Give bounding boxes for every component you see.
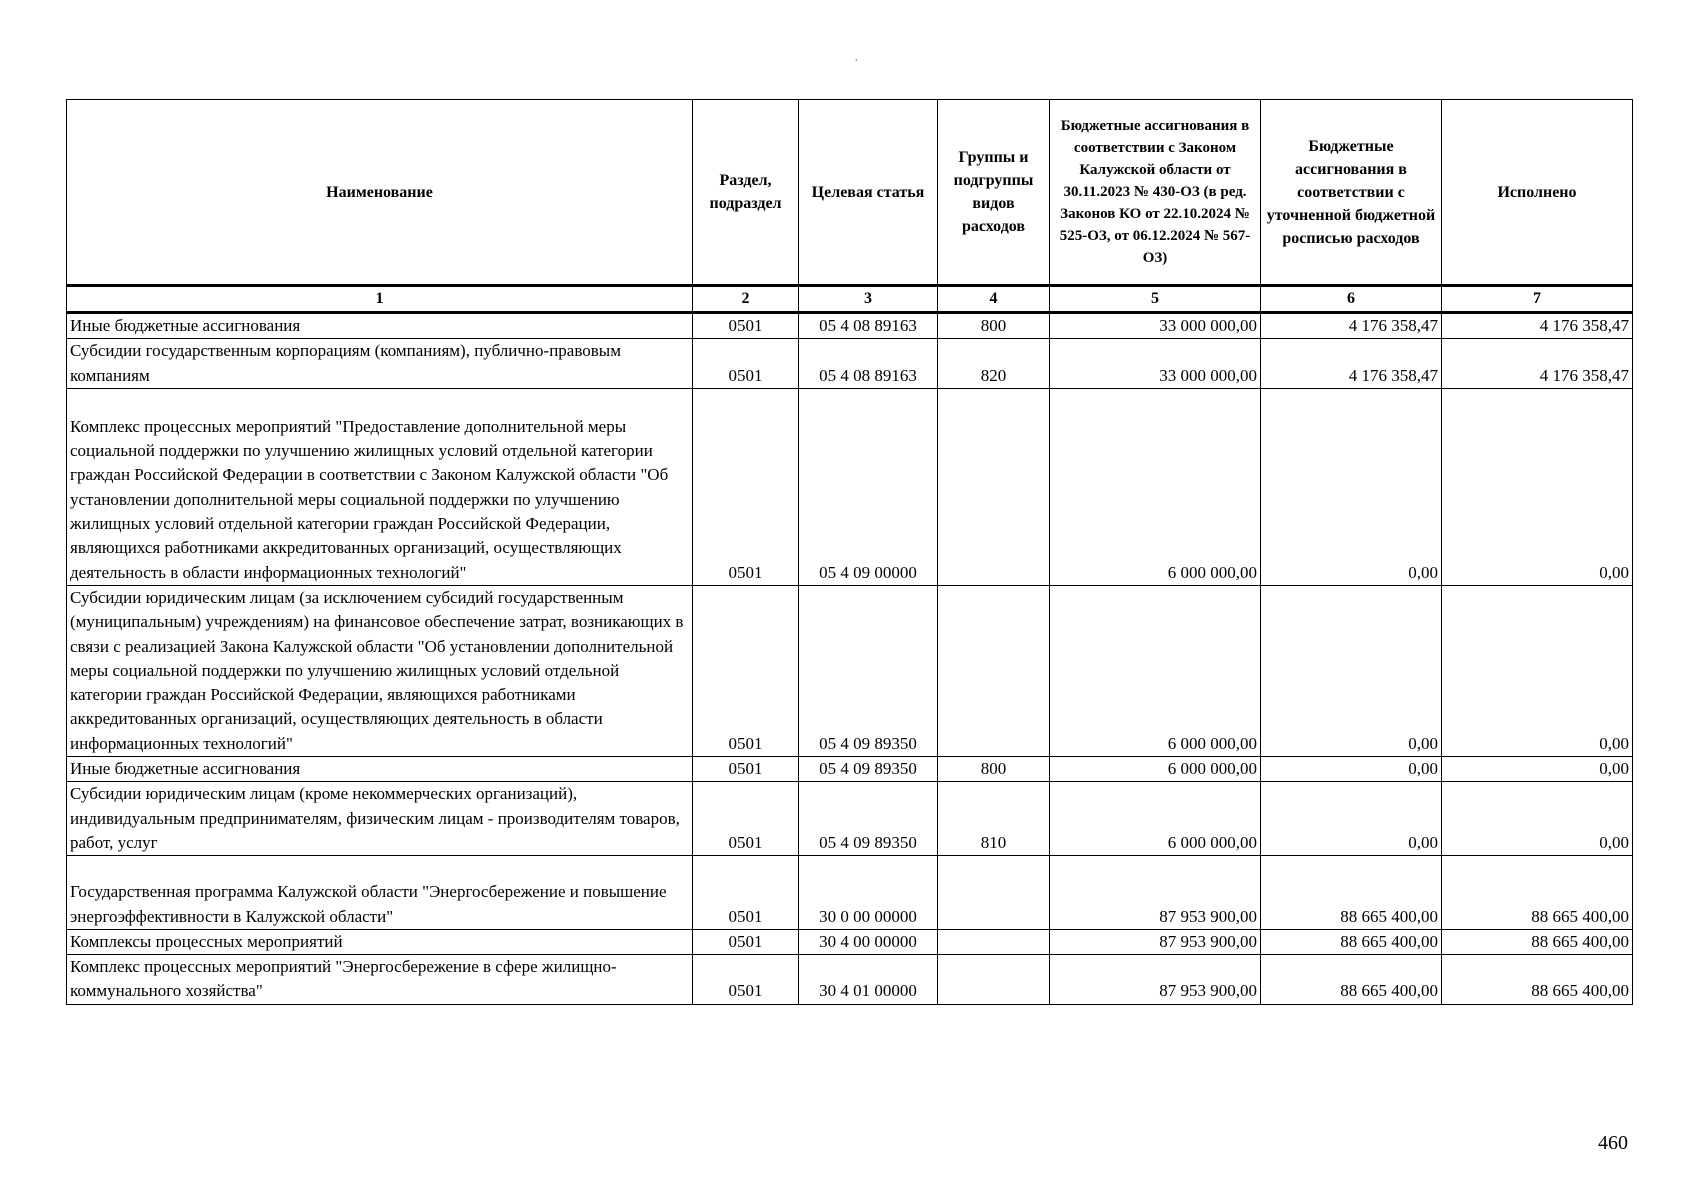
column-number: 7 [1442,286,1633,313]
row-law-amount: 6 000 000,00 [1050,782,1261,856]
row-executed-amount: 4 176 358,47 [1442,339,1633,389]
row-roster-amount: 0,00 [1261,757,1442,782]
row-executed-amount: 0,00 [1442,585,1633,756]
table-row [67,388,1633,585]
row-law-amount: 6 000 000,00 [1050,388,1261,585]
row-group [938,585,1050,756]
row-law-amount: 87 953 900,00 [1050,929,1261,954]
row-target: 05 4 09 89350 [799,782,938,856]
row-name: Комплекс процессных мероприятий "Энергосбережение в сфере жилищно-коммунального хозяйства" [67,955,693,1005]
row-roster-amount: 88 665 400,00 [1261,929,1442,954]
header-groups: Группы и подгруппы видов расходов [938,100,1050,286]
row-roster-amount: 88 665 400,00 [1261,955,1442,1005]
row-group: 800 [938,757,1050,782]
row-group [938,955,1050,1005]
column-number: 1 [67,286,693,313]
row-section: 0501 [693,388,799,585]
row-roster-amount: 0,00 [1261,782,1442,856]
row-executed-amount: 4 176 358,47 [1442,313,1633,339]
header-roster-appropriations: Бюджетные ассигнования в соответствии с уточненной бюджетной росписью расходов [1261,100,1442,286]
row-roster-amount: 4 176 358,47 [1261,339,1442,389]
header-executed: Исполнено [1442,100,1633,286]
row-name: Государственная программа Калужской области "Энергосбережение и повышение энергоэффективности в Калужской области" [67,856,693,930]
row-law-amount: 87 953 900,00 [1050,856,1261,930]
row-section: 0501 [693,856,799,930]
page-number: 460 [1598,1132,1628,1154]
column-number: 5 [1050,286,1261,313]
table-row [67,782,1633,856]
column-number-row [67,286,1633,313]
column-number: 6 [1261,286,1442,313]
header-section: Раздел, подраздел [693,100,799,286]
header-law-appropriations: Бюджетные ассигнования в соответствии с Законом Калужской области от 30.11.2023 № 430-ОЗ (в ред. Законов КО от 22.10.2024 № 525-ОЗ, от 06.12.2024 № 567-ОЗ) [1050,100,1261,286]
header-name: Наименование [67,100,693,286]
row-name: Субсидии государственным корпорациям (компаниям), публично-правовым компаниям [67,339,693,389]
row-name: Субсидии юридическим лицам (за исключением субсидий государственным (муниципальным) учреждениям) на финансовое обеспечение затрат, возникающих в связи с реализацией Закона Калужской области "Об установлении дополнительной меры социальной поддержки по улучшению жилищных условий отдельной категории граждан Российской Федерации, являющихся работниками аккредитованных организаций, осуществляющих деятельность в области информационных технологий" [67,585,693,756]
row-roster-amount: 88 665 400,00 [1261,856,1442,930]
row-section: 0501 [693,782,799,856]
table-row [67,313,1633,339]
row-target: 05 4 08 89163 [799,313,938,339]
row-target: 30 4 00 00000 [799,929,938,954]
header-row [67,100,1633,286]
row-target: 05 4 09 89350 [799,757,938,782]
row-executed-amount: 88 665 400,00 [1442,856,1633,930]
row-section: 0501 [693,955,799,1005]
row-name: Иные бюджетные ассигнования [67,313,693,339]
row-target: 05 4 08 89163 [799,339,938,389]
row-executed-amount: 0,00 [1442,782,1633,856]
row-name: Субсидии юридическим лицам (кроме некоммерческих организаций), индивидуальным предпринимателям, физическим лицам - производителям товаров, работ, услуг [67,782,693,856]
table-row [67,585,1633,756]
table-row [67,929,1633,954]
row-group [938,388,1050,585]
row-section: 0501 [693,339,799,389]
row-executed-amount: 88 665 400,00 [1442,929,1633,954]
row-target: 05 4 09 89350 [799,585,938,756]
row-section: 0501 [693,313,799,339]
row-executed-amount: 0,00 [1442,388,1633,585]
row-roster-amount: 0,00 [1261,388,1442,585]
row-group: 810 [938,782,1050,856]
row-law-amount: 33 000 000,00 [1050,313,1261,339]
table-row [67,856,1633,930]
row-group [938,929,1050,954]
table-row [67,757,1633,782]
row-law-amount: 6 000 000,00 [1050,757,1261,782]
row-roster-amount: 4 176 358,47 [1261,313,1442,339]
table-row [67,339,1633,389]
row-law-amount: 33 000 000,00 [1050,339,1261,389]
row-section: 0501 [693,929,799,954]
column-number: 4 [938,286,1050,313]
table-row [67,955,1633,1005]
row-group: 800 [938,313,1050,339]
row-executed-amount: 0,00 [1442,757,1633,782]
column-number: 2 [693,286,799,313]
row-law-amount: 6 000 000,00 [1050,585,1261,756]
row-roster-amount: 0,00 [1261,585,1442,756]
row-name: Комплексы процессных мероприятий [67,929,693,954]
budget-table [66,99,1633,1005]
row-target: 30 4 01 00000 [799,955,938,1005]
column-number: 3 [799,286,938,313]
row-law-amount: 87 953 900,00 [1050,955,1261,1005]
row-name: Иные бюджетные ассигнования [67,757,693,782]
row-section: 0501 [693,585,799,756]
scan-mark: , [855,52,858,63]
row-target: 30 0 00 00000 [799,856,938,930]
row-name: Комплекс процессных мероприятий "Предоставление дополнительной меры социальной поддержки по улучшению жилищных условий отдельной категории граждан Российской Федерации в соответствии с Законом Калужской области "Об установлении дополнительной меры социальной поддержки по улучшению жилищных условий отдельной категории граждан Российской Федерации, являющихся работниками аккредитованных организаций, осуществляющих деятельность в области информационных технологий" [67,388,693,585]
row-executed-amount: 88 665 400,00 [1442,955,1633,1005]
header-target: Целевая статья [799,100,938,286]
row-group [938,856,1050,930]
row-target: 05 4 09 00000 [799,388,938,585]
row-group: 820 [938,339,1050,389]
row-section: 0501 [693,757,799,782]
